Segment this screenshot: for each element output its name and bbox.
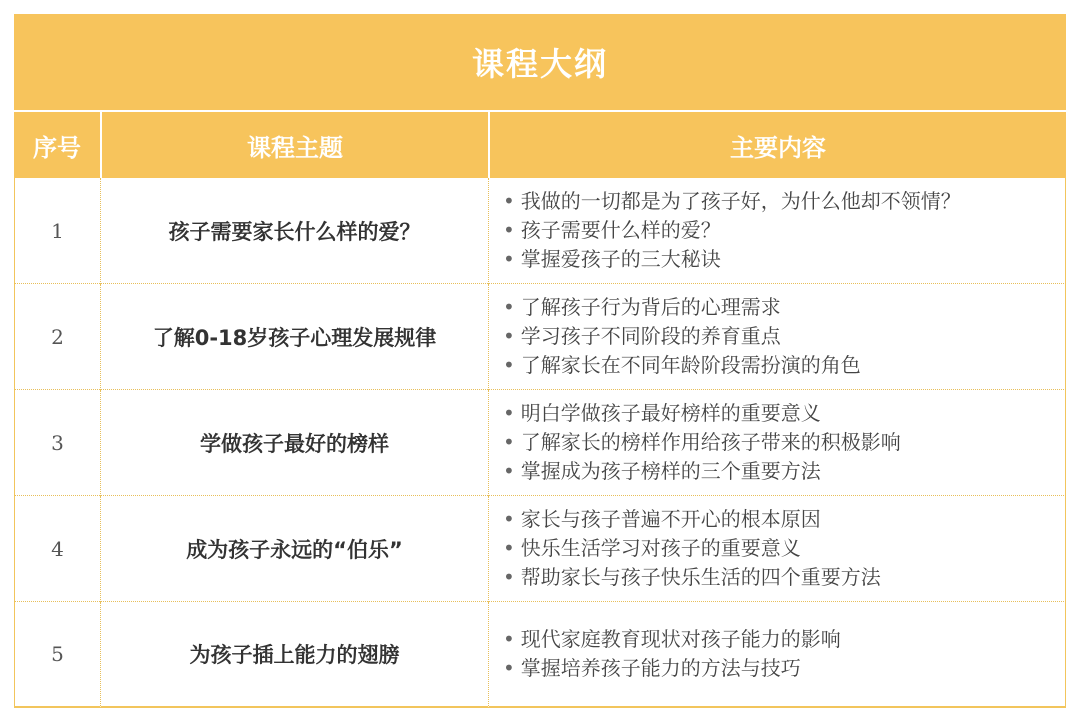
row-topic: 学做孩子最好的榜样	[100, 390, 488, 496]
bullet-dot-icon: •	[503, 656, 515, 680]
bullet-dot-icon: •	[503, 247, 515, 271]
content-bullet	[503, 351, 861, 380]
bullet-text: 掌握培养孩子能力的方法与技巧	[520, 656, 801, 680]
bullet-text: 我做的一切都是为了孩子好，为什么他却不领情？	[520, 189, 961, 213]
bullet-dot-icon: •	[503, 189, 515, 213]
row-content	[488, 496, 1066, 602]
content-bullet	[503, 399, 821, 428]
bullet-text: 学习孩子不同阶段的养育重点	[520, 324, 781, 348]
bullet-text: 帮助家长与孩子快乐生活的四个重要方法	[520, 565, 881, 589]
row-content	[488, 284, 1066, 390]
content-bullet	[503, 293, 781, 322]
header-number: 序号	[33, 132, 81, 162]
bullet-dot-icon: •	[503, 430, 515, 454]
bullet-dot-icon: •	[503, 459, 515, 483]
row-number: 4	[14, 496, 100, 602]
header-content: 主要内容	[488, 112, 1066, 178]
bullet-text: 孩子需要什么样的爱？	[520, 218, 721, 242]
table-header-row	[14, 112, 1066, 178]
bullet-dot-icon: •	[503, 295, 515, 319]
bullet-text: 掌握爱孩子的三大秘诀	[520, 247, 721, 271]
row-number: 3	[14, 390, 100, 496]
row-number: 2	[14, 284, 100, 390]
row-topic: 了解0-18岁孩子心理发展规律	[100, 284, 488, 390]
bullet-dot-icon: •	[503, 536, 515, 560]
bullet-text: 了解孩子行为背后的心理需求	[520, 295, 781, 319]
bullet-text: 明白学做孩子最好榜样的重要意义	[520, 401, 821, 425]
row-topic: 孩子需要家长什么样的爱？	[100, 178, 488, 284]
content-bullet	[503, 654, 801, 683]
row-content	[488, 178, 1066, 284]
bullet-dot-icon: •	[503, 324, 515, 348]
content-bullet	[503, 322, 781, 351]
content-bullet	[503, 216, 721, 245]
content-bullet	[503, 428, 901, 457]
bullet-text: 了解家长的榜样作用给孩子带来的积极影响	[520, 430, 901, 454]
bullet-dot-icon: •	[503, 353, 515, 377]
row-topic: 为孩子插上能力的翅膀	[100, 602, 488, 708]
table-title: 课程大纲	[14, 14, 1066, 112]
bullet-text: 了解家长在不同年龄阶段需扮演的角色	[520, 353, 861, 377]
bullet-dot-icon: •	[503, 401, 515, 425]
table-body	[14, 178, 1066, 708]
content-bullet	[503, 457, 821, 486]
header-topic: 课程主题	[100, 112, 488, 178]
content-bullet	[503, 534, 801, 563]
content-bullet	[503, 187, 961, 216]
bullet-text: 家长与孩子普遍不开心的根本原因	[520, 507, 821, 531]
bullet-dot-icon: •	[503, 218, 515, 242]
row-topic: 成为孩子永远的“伯乐”	[100, 496, 488, 602]
row-content	[488, 602, 1066, 708]
content-bullet	[503, 245, 721, 274]
row-content	[488, 390, 1066, 496]
bullet-text: 掌握成为孩子榜样的三个重要方法	[520, 459, 821, 483]
bullet-dot-icon: •	[503, 627, 515, 651]
bullet-text: 现代家庭教育现状对孩子能力的影响	[520, 627, 841, 651]
bullet-dot-icon: •	[503, 565, 515, 589]
content-bullet	[503, 505, 821, 534]
bullet-dot-icon: •	[503, 507, 515, 531]
bullet-text: 快乐生活学习对孩子的重要意义	[520, 536, 801, 560]
content-bullet	[503, 625, 841, 654]
row-number: 1	[14, 178, 100, 284]
content-bullet	[503, 563, 881, 592]
course-outline-table	[14, 14, 1066, 708]
row-number: 5	[14, 602, 100, 708]
